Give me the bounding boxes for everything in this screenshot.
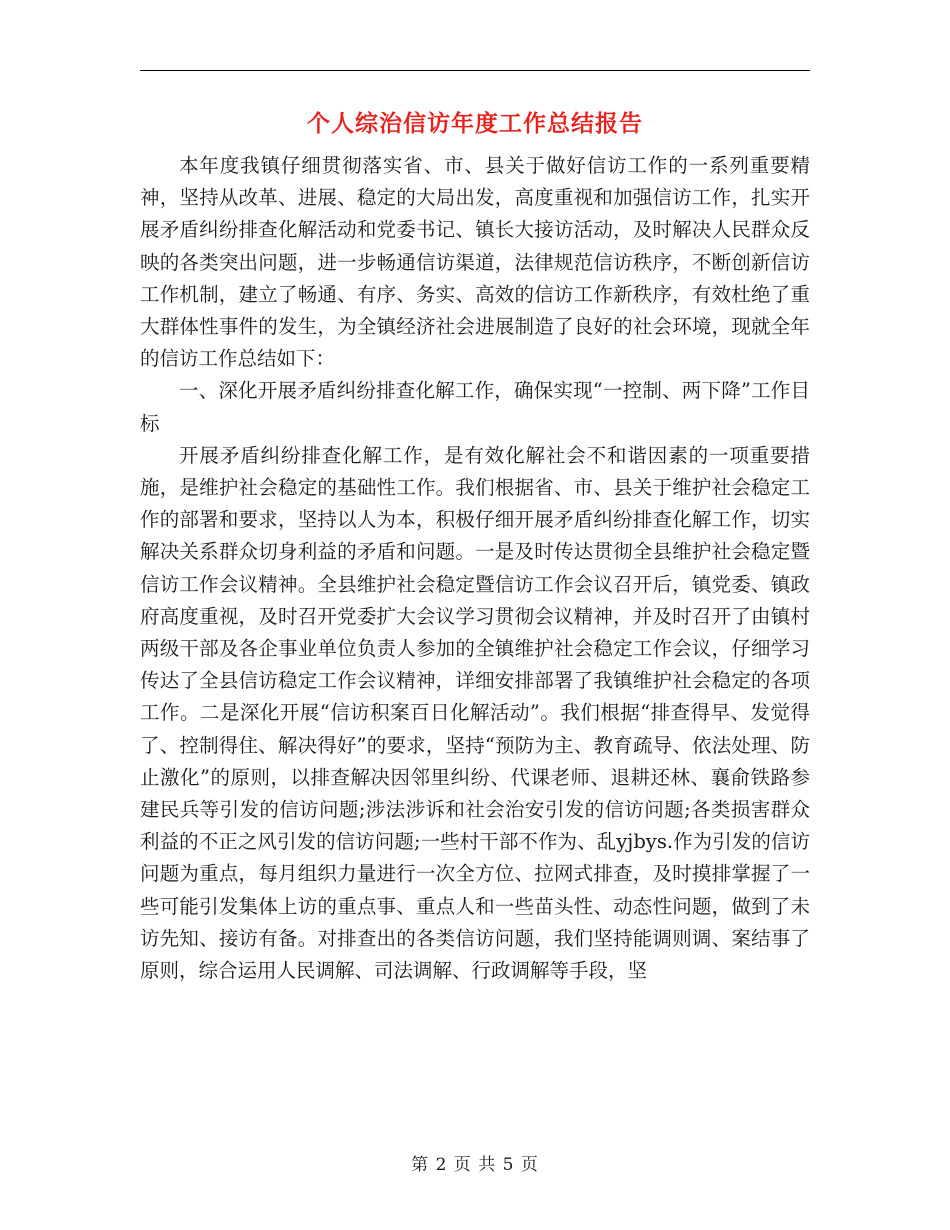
- paragraph-section-1: 开展矛盾纠纷排查化解工作，是有效化解社会不和谐因素的一项重要措施，是维护社会稳定的基础性工作。我们根据省、市、县关于维护社会稳定工作的部署和要求，坚持以人为本，积极仔细开展矛盾纠纷排查化解工作，切实解决关系群众切身利益的矛盾和问题。一是及时传达贯彻全县维护社会稳定暨信访工作会议精神。全县维护社会稳定暨信访工作会议召开后，镇党委、镇政府高度重视，及时召开党委扩大会议学习贯彻会议精神，并及时召开了由镇村两级干部及各企事业单位负责人参加的全镇维护社会稳定工作会议，仔细学习传达了全县信访稳定工作会议精神，详细安排部署了我镇维护社会稳定的各项工作。二是深化开展“信访积案百日化解活动”。我们根据“排查得早、发觉得了、控制得住、解决得好”的要求，坚持“预防为主、教育疏导、依法处理、防止激化”的原则，以排查解决因邻里纠纷、代课老师、退耕还林、襄俞铁路参建民兵等引发的信访问题;涉法涉诉和社会治安引发的信访问题;各类损害群众利益的不正之风引发的信访问题;一些村干部不作为、乱yjbys.作为引发的信访问题为重点，每月组织力量进行一次全方位、拉网式排查，及时摸排掌握了一些可能引发集体上访的重点事、重点人和一些苗头性、动态性问题，做到了未访先知、接访有备。对排查出的各类信访问题，我们坚持能调则调、案结事了原则，综合运用人民调解、司法调解、行政调解等手段，坚: [140, 443, 810, 983]
- document-title: 个人综治信访年度工作总结报告: [307, 110, 643, 137]
- header-rule: [140, 70, 810, 71]
- document-body: [140, 150, 810, 987]
- page-number: 第 2 页 共 5 页: [411, 1155, 539, 1175]
- paragraph-intro: 本年度我镇仔细贯彻落实省、市、县关于做好信访工作的一系列重要精神，坚持从改革、进展、稳定的大局出发，高度重视和加强信访工作，扎实开展矛盾纠纷排查化解活动和党委书记、镇长大接访活动，及时解决人民群众反映的各类突出问题，进一步畅通信访渠道，法律规范信访秩序，不断创新信访工作机制，建立了畅通、有序、务实、高效的信访工作新秩序，有效杜绝了重大群体性事件的发生，为全镇经济社会进展制造了良好的社会环境，现就全年的信访工作总结如下：: [140, 154, 810, 371]
- section-heading-1: 一、深化开展矛盾纠纷排查化解工作，确保实现“一控制、两下降”工作目标: [140, 379, 810, 435]
